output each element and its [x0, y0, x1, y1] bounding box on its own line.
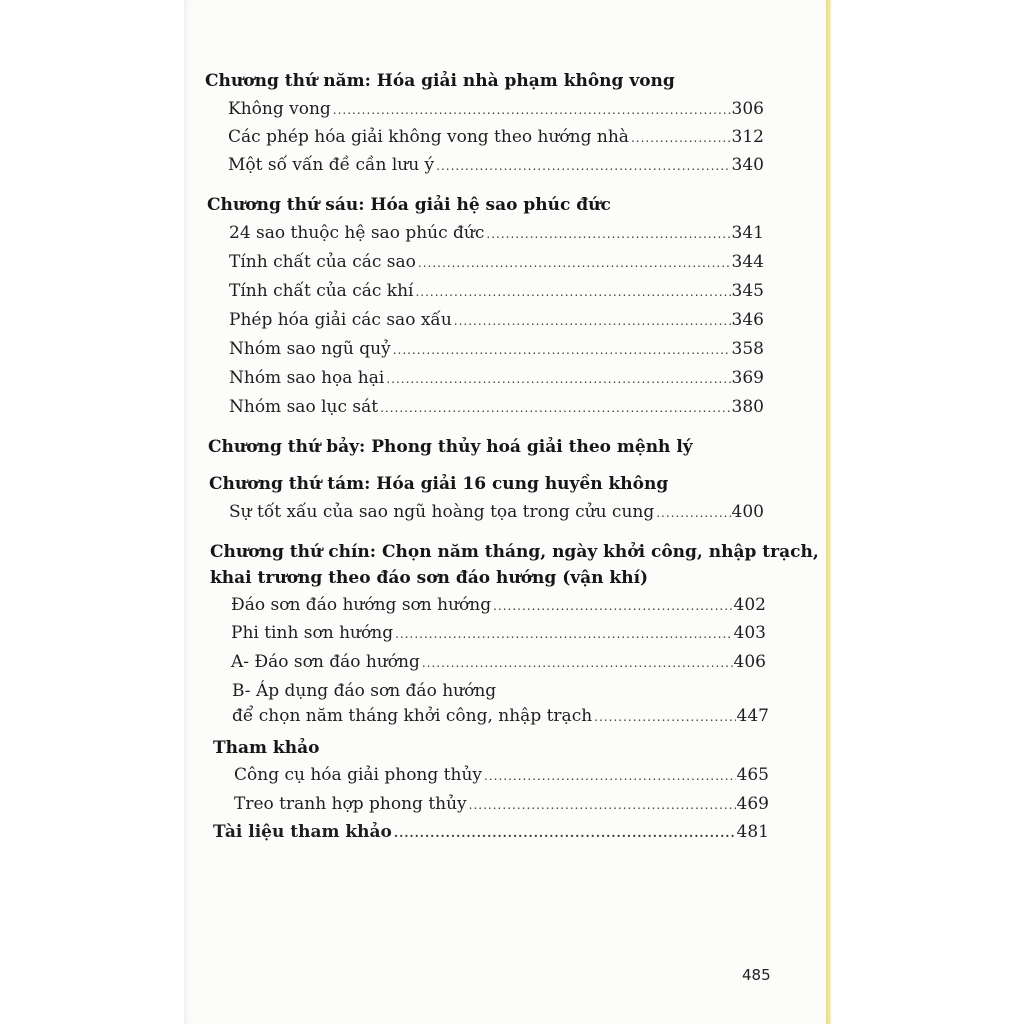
entry-title: 24 sao thuộc hệ sao phúc đức: [229, 223, 485, 243]
toc-entry[interactable]: [228, 126, 764, 148]
entry-title: A- Đáo sơn đáo hướng: [231, 652, 420, 672]
dot-leader: [380, 402, 730, 414]
entry-title: Sự tốt xấu của sao ngũ hoàng tọa trong cửu cung: [229, 502, 655, 522]
entry-title: Các phép hóa giải không vong theo hướng nhà: [228, 127, 629, 147]
entry-page: 346: [731, 310, 764, 330]
dot-leader: [436, 160, 730, 172]
entry-page: 469: [736, 794, 769, 814]
dot-leader: [415, 286, 730, 298]
dot-leader: [422, 657, 733, 669]
entry-page: 345: [731, 281, 764, 301]
entry-page: 344: [731, 252, 764, 272]
toc-entry[interactable]: [232, 705, 769, 727]
entry-title: Tính chất của các sao: [229, 252, 416, 272]
dot-leader: [484, 770, 736, 782]
toc-entry[interactable]: [229, 280, 764, 302]
dot-leader: [333, 104, 731, 116]
entry-title: Công cụ hóa giải phong thủy: [234, 765, 483, 785]
toc-entry[interactable]: [228, 154, 764, 176]
toc-entry[interactable]: [229, 251, 764, 273]
entry-title: Nhóm sao ngũ quỷ: [229, 339, 391, 359]
entry-title: Tài liệu tham khảo: [213, 822, 392, 842]
toc-entry[interactable]: [229, 501, 764, 523]
entry-title-line1[interactable]: B- Áp dụng đáo sơn đáo hướng: [232, 681, 497, 701]
toc-entry[interactable]: [234, 764, 769, 786]
entry-page: 358: [731, 339, 764, 359]
toc-entry[interactable]: [231, 594, 766, 616]
dot-leader: [418, 257, 731, 269]
entry-title: Nhóm sao họa hại: [229, 368, 385, 388]
dot-leader: [656, 507, 730, 519]
entry-page: 400: [731, 502, 764, 522]
toc-entry[interactable]: [229, 396, 764, 418]
toc-entry[interactable]: [229, 338, 764, 360]
entry-page: 341: [731, 223, 764, 243]
entry-title: Nhóm sao lục sát: [229, 397, 379, 417]
dot-leader: [469, 799, 736, 811]
entry-page: 380: [731, 397, 764, 417]
chapter-heading: Chương thứ sáu: Hóa giải hệ sao phúc đức: [207, 195, 611, 215]
entry-page: 312: [731, 127, 764, 147]
dot-leader: [454, 315, 731, 327]
dot-leader: [493, 600, 732, 612]
page-number: 485: [742, 966, 771, 984]
entry-title: Tính chất của các khí: [229, 281, 414, 301]
toc-entry[interactable]: [229, 222, 764, 244]
entry-title: Phép hóa giải các sao xấu: [229, 310, 452, 330]
entry-page: 406: [733, 652, 766, 672]
toc-entry[interactable]: [231, 622, 766, 644]
entry-title: Treo tranh hợp phong thủy: [234, 794, 467, 814]
chapter-heading: Chương thứ chín: Chọn năm tháng, ngày khởi công, nhập trạch,: [210, 542, 819, 562]
chapter-heading: Chương thứ năm: Hóa giải nhà phạm không vong: [205, 71, 675, 91]
entry-title: Không vong: [228, 99, 331, 119]
entry-title: Một số vấn đề cần lưu ý: [228, 155, 435, 175]
entry-page: 306: [731, 99, 764, 119]
dot-leader: [486, 228, 730, 240]
dot-leader: [393, 344, 731, 356]
dot-leader: [386, 373, 730, 385]
entry-page: 402: [733, 595, 766, 615]
toc-entry[interactable]: [231, 651, 766, 673]
toc-entry[interactable]: [234, 793, 769, 815]
entry-page: 465: [736, 765, 769, 785]
toc-entry[interactable]: [229, 367, 764, 389]
chapter-heading[interactable]: Chương thứ bảy: Phong thủy hoá giải theo mệnh lý: [208, 437, 693, 457]
toc-entry[interactable]: [229, 309, 764, 331]
entry-title: để chọn năm tháng khởi công, nhập trạch: [232, 706, 593, 726]
dot-leader: [394, 827, 736, 839]
entry-title: Đáo sơn đáo hướng sơn hướng: [231, 595, 492, 615]
dot-leader: [631, 132, 731, 144]
chapter-heading-continued: khai trương theo đáo sơn đáo hướng (vận khí): [210, 568, 649, 588]
entry-page: 481: [736, 822, 769, 842]
chapter-heading: Tham khảo: [213, 738, 320, 758]
dot-leader: [395, 628, 732, 640]
entry-page: 369: [731, 368, 764, 388]
chapter-heading: Chương thứ tám: Hóa giải 16 cung huyền không: [209, 474, 669, 494]
entry-page: 340: [731, 155, 764, 175]
entry-page: 403: [733, 623, 766, 643]
entry-title: Phi tinh sơn hướng: [231, 623, 394, 643]
toc-entry[interactable]: [228, 98, 764, 120]
toc-entry-references[interactable]: [213, 821, 769, 843]
entry-page: 447: [736, 706, 769, 726]
dot-leader: [594, 711, 735, 723]
